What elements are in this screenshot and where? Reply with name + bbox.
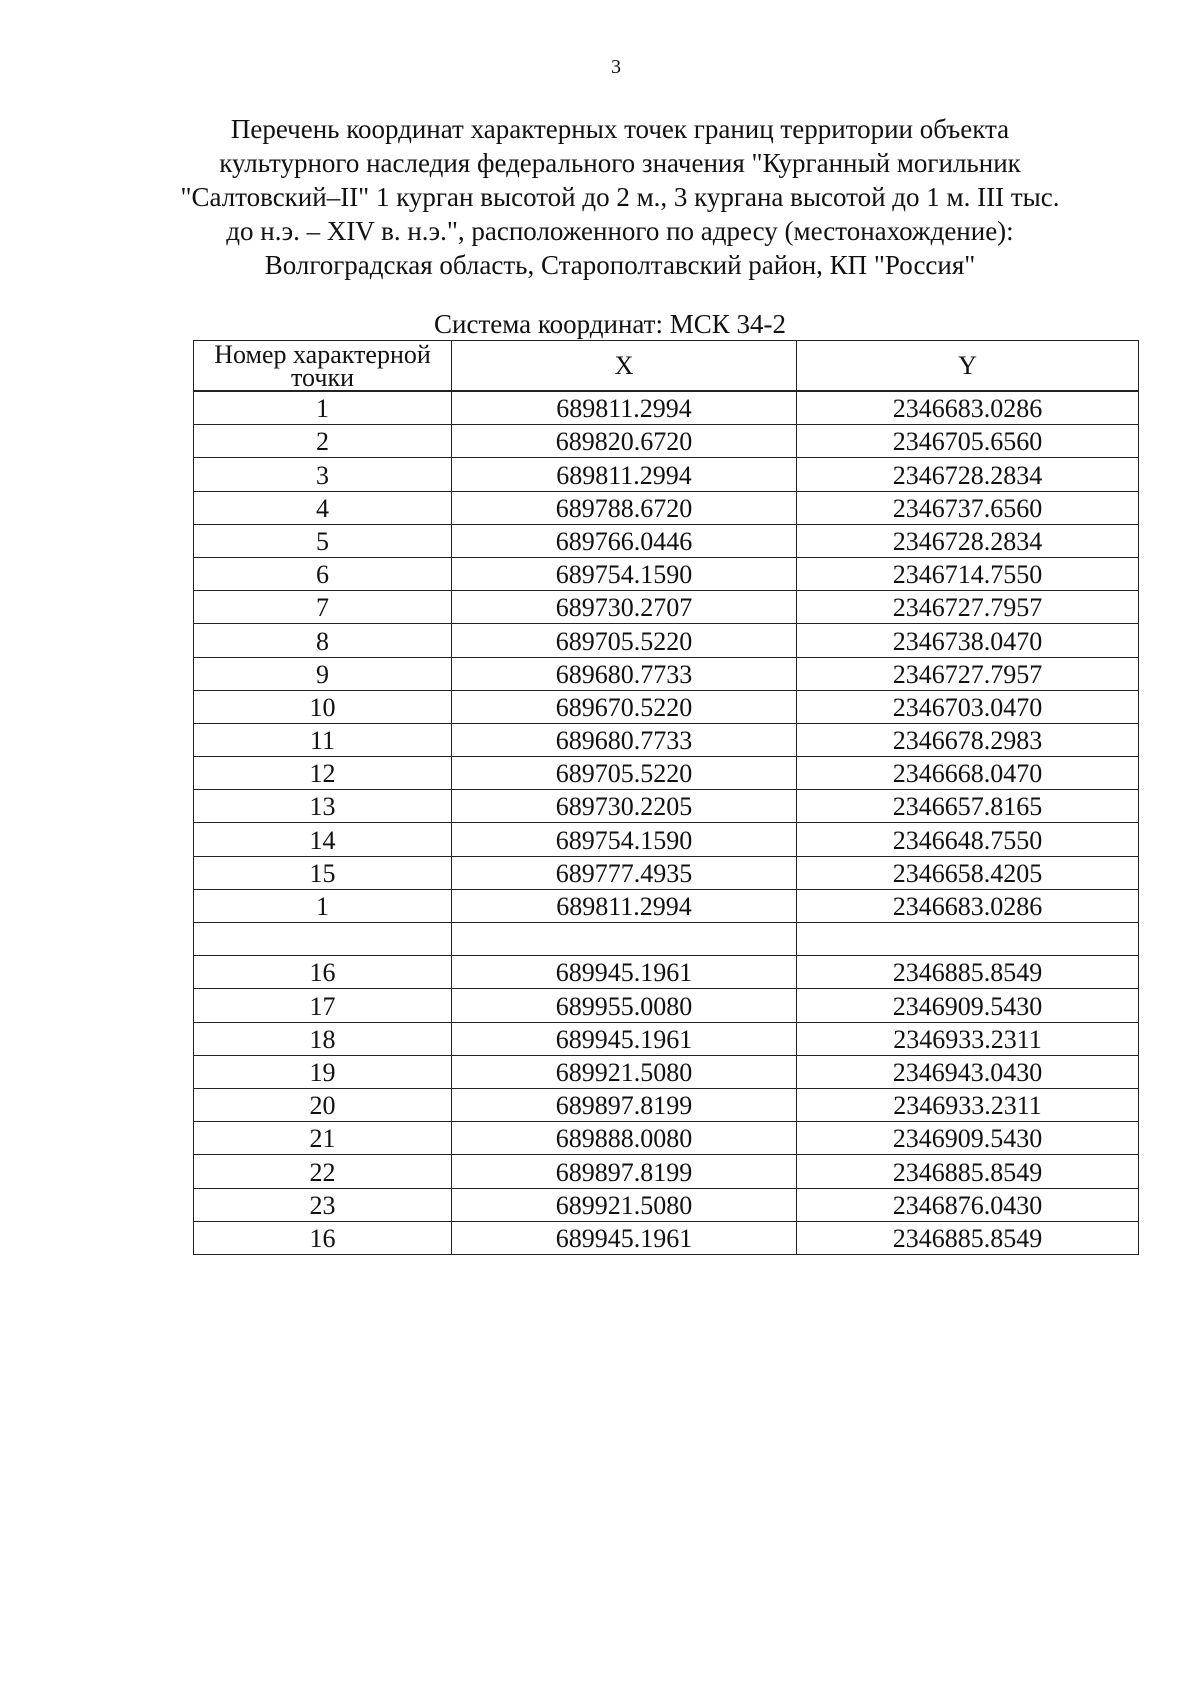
point-number-cell: 20 xyxy=(194,1088,452,1121)
y-coordinate-cell: 2346885.8549 xyxy=(797,1155,1139,1188)
point-number-cell: 15 xyxy=(194,856,452,889)
table-row xyxy=(194,1122,1139,1155)
header-y: Y xyxy=(797,341,1139,392)
x-coordinate-cell xyxy=(452,923,797,956)
point-number-cell: 1 xyxy=(194,889,452,922)
x-coordinate-cell: 689777.4935 xyxy=(452,856,797,889)
table-row xyxy=(194,823,1139,856)
y-coordinate-cell: 2346714.7550 xyxy=(797,557,1139,590)
page-number: 3 xyxy=(611,56,621,78)
x-coordinate-cell: 689680.7733 xyxy=(452,723,797,756)
point-number-cell: 14 xyxy=(194,823,452,856)
point-number-cell xyxy=(194,923,452,956)
table-row xyxy=(194,790,1139,823)
header-x: X xyxy=(452,341,797,392)
x-coordinate-cell: 689811.2994 xyxy=(452,889,797,922)
point-number-cell: 13 xyxy=(194,790,452,823)
point-number-cell: 18 xyxy=(194,1022,452,1055)
x-coordinate-cell: 689766.0446 xyxy=(452,524,797,557)
y-coordinate-cell: 2346876.0430 xyxy=(797,1188,1139,1221)
point-number-cell: 23 xyxy=(194,1188,452,1221)
x-coordinate-cell: 689811.2994 xyxy=(452,391,797,425)
x-coordinate-cell: 689945.1961 xyxy=(452,1221,797,1254)
y-coordinate-cell: 2346737.6560 xyxy=(797,491,1139,524)
table-row xyxy=(194,624,1139,657)
y-coordinate-cell: 2346885.8549 xyxy=(797,956,1139,989)
x-coordinate-cell: 689955.0080 xyxy=(452,989,797,1022)
y-coordinate-cell: 2346885.8549 xyxy=(797,1221,1139,1254)
table-row xyxy=(194,524,1139,557)
y-coordinate-cell: 2346728.2834 xyxy=(797,524,1139,557)
table-row xyxy=(194,1088,1139,1121)
x-coordinate-cell: 689705.5220 xyxy=(452,757,797,790)
point-number-cell: 7 xyxy=(194,591,452,624)
point-number-cell: 10 xyxy=(194,690,452,723)
point-number-cell: 16 xyxy=(194,956,452,989)
point-number-cell: 9 xyxy=(194,657,452,690)
y-coordinate-cell: 2346657.8165 xyxy=(797,790,1139,823)
table-row xyxy=(194,1022,1139,1055)
y-coordinate-cell: 2346658.4205 xyxy=(797,856,1139,889)
x-coordinate-cell: 689680.7733 xyxy=(452,657,797,690)
point-number-cell: 8 xyxy=(194,624,452,657)
coordinate-system-caption: Система координат: МСК 34-2 xyxy=(434,309,786,339)
coordinates-table xyxy=(193,340,1139,1255)
table-row xyxy=(194,491,1139,524)
y-coordinate-cell: 2346738.0470 xyxy=(797,624,1139,657)
point-number-cell: 5 xyxy=(194,524,452,557)
y-coordinate-cell: 2346909.5430 xyxy=(797,1122,1139,1155)
table-body xyxy=(194,391,1139,1254)
point-number-cell: 22 xyxy=(194,1155,452,1188)
y-coordinate-cell: 2346943.0430 xyxy=(797,1055,1139,1088)
point-number-cell: 4 xyxy=(194,491,452,524)
table-row xyxy=(194,723,1139,756)
y-coordinate-cell: 2346728.2834 xyxy=(797,458,1139,491)
title-line: Перечень координат характерных точек границ территории объекта xyxy=(230,114,1010,144)
table-row xyxy=(194,425,1139,458)
x-coordinate-cell: 689921.5080 xyxy=(452,1188,797,1221)
x-coordinate-cell: 689730.2205 xyxy=(452,790,797,823)
title-line: до н.э. – XIV в. н.э.", расположенного по адресу (местонахождение): xyxy=(226,216,1014,246)
y-coordinate-cell: 2346933.2311 xyxy=(797,1022,1139,1055)
table-row xyxy=(194,657,1139,690)
x-coordinate-cell: 689921.5080 xyxy=(452,1055,797,1088)
x-coordinate-cell: 689788.6720 xyxy=(452,491,797,524)
point-number-cell: 16 xyxy=(194,1221,452,1254)
table-row xyxy=(194,690,1139,723)
table-row xyxy=(194,989,1139,1022)
table-row xyxy=(194,1221,1139,1254)
y-coordinate-cell: 2346705.6560 xyxy=(797,425,1139,458)
table-row xyxy=(194,591,1139,624)
point-number-cell: 19 xyxy=(194,1055,452,1088)
y-coordinate-cell: 2346683.0286 xyxy=(797,391,1139,425)
title-line: "Салтовский–II" 1 курган высотой до 2 м., 3 кургана высотой до 1 м. III тыс. xyxy=(180,182,1060,212)
x-coordinate-cell: 689888.0080 xyxy=(452,1122,797,1155)
x-coordinate-cell: 689820.6720 xyxy=(452,425,797,458)
x-coordinate-cell: 689705.5220 xyxy=(452,624,797,657)
table-header-row xyxy=(194,341,1139,392)
table-row xyxy=(194,923,1139,956)
x-coordinate-cell: 689945.1961 xyxy=(452,1022,797,1055)
x-coordinate-cell: 689754.1590 xyxy=(452,557,797,590)
table-row xyxy=(194,956,1139,989)
y-coordinate-cell: 2346648.7550 xyxy=(797,823,1139,856)
y-coordinate-cell: 2346727.7957 xyxy=(797,657,1139,690)
table-row xyxy=(194,557,1139,590)
title-line: Волгоградская область, Старополтавский район, КП "Россия" xyxy=(264,250,976,280)
point-number-cell: 21 xyxy=(194,1122,452,1155)
y-coordinate-cell: 2346668.0470 xyxy=(797,757,1139,790)
title-line: культурного наследия федерального значения "Курганный могильник xyxy=(219,148,1021,178)
point-number-cell: 17 xyxy=(194,989,452,1022)
table-row xyxy=(194,458,1139,491)
y-coordinate-cell: 2346909.5430 xyxy=(797,989,1139,1022)
x-coordinate-cell: 689670.5220 xyxy=(452,690,797,723)
point-number-cell: 6 xyxy=(194,557,452,590)
x-coordinate-cell: 689811.2994 xyxy=(452,458,797,491)
y-coordinate-cell: 2346678.2983 xyxy=(797,723,1139,756)
x-coordinate-cell: 689754.1590 xyxy=(452,823,797,856)
document-title xyxy=(170,112,1070,282)
x-coordinate-cell: 689945.1961 xyxy=(452,956,797,989)
table-row xyxy=(194,889,1139,922)
point-number-cell: 1 xyxy=(194,391,452,425)
point-number-cell: 2 xyxy=(194,425,452,458)
table-row xyxy=(194,856,1139,889)
x-coordinate-cell: 689897.8199 xyxy=(452,1088,797,1121)
y-coordinate-cell: 2346683.0286 xyxy=(797,889,1139,922)
table-row xyxy=(194,757,1139,790)
point-number-cell: 3 xyxy=(194,458,452,491)
x-coordinate-cell: 689730.2707 xyxy=(452,591,797,624)
y-coordinate-cell xyxy=(797,923,1139,956)
table-row xyxy=(194,1188,1139,1221)
table-row xyxy=(194,1155,1139,1188)
point-number-cell: 11 xyxy=(194,723,452,756)
y-coordinate-cell: 2346933.2311 xyxy=(797,1088,1139,1121)
x-coordinate-cell: 689897.8199 xyxy=(452,1155,797,1188)
point-number-cell: 12 xyxy=(194,757,452,790)
header-point-number: Номер характерной точки xyxy=(194,341,452,392)
table-row xyxy=(194,391,1139,425)
y-coordinate-cell: 2346703.0470 xyxy=(797,690,1139,723)
y-coordinate-cell: 2346727.7957 xyxy=(797,591,1139,624)
table-row xyxy=(194,1055,1139,1088)
